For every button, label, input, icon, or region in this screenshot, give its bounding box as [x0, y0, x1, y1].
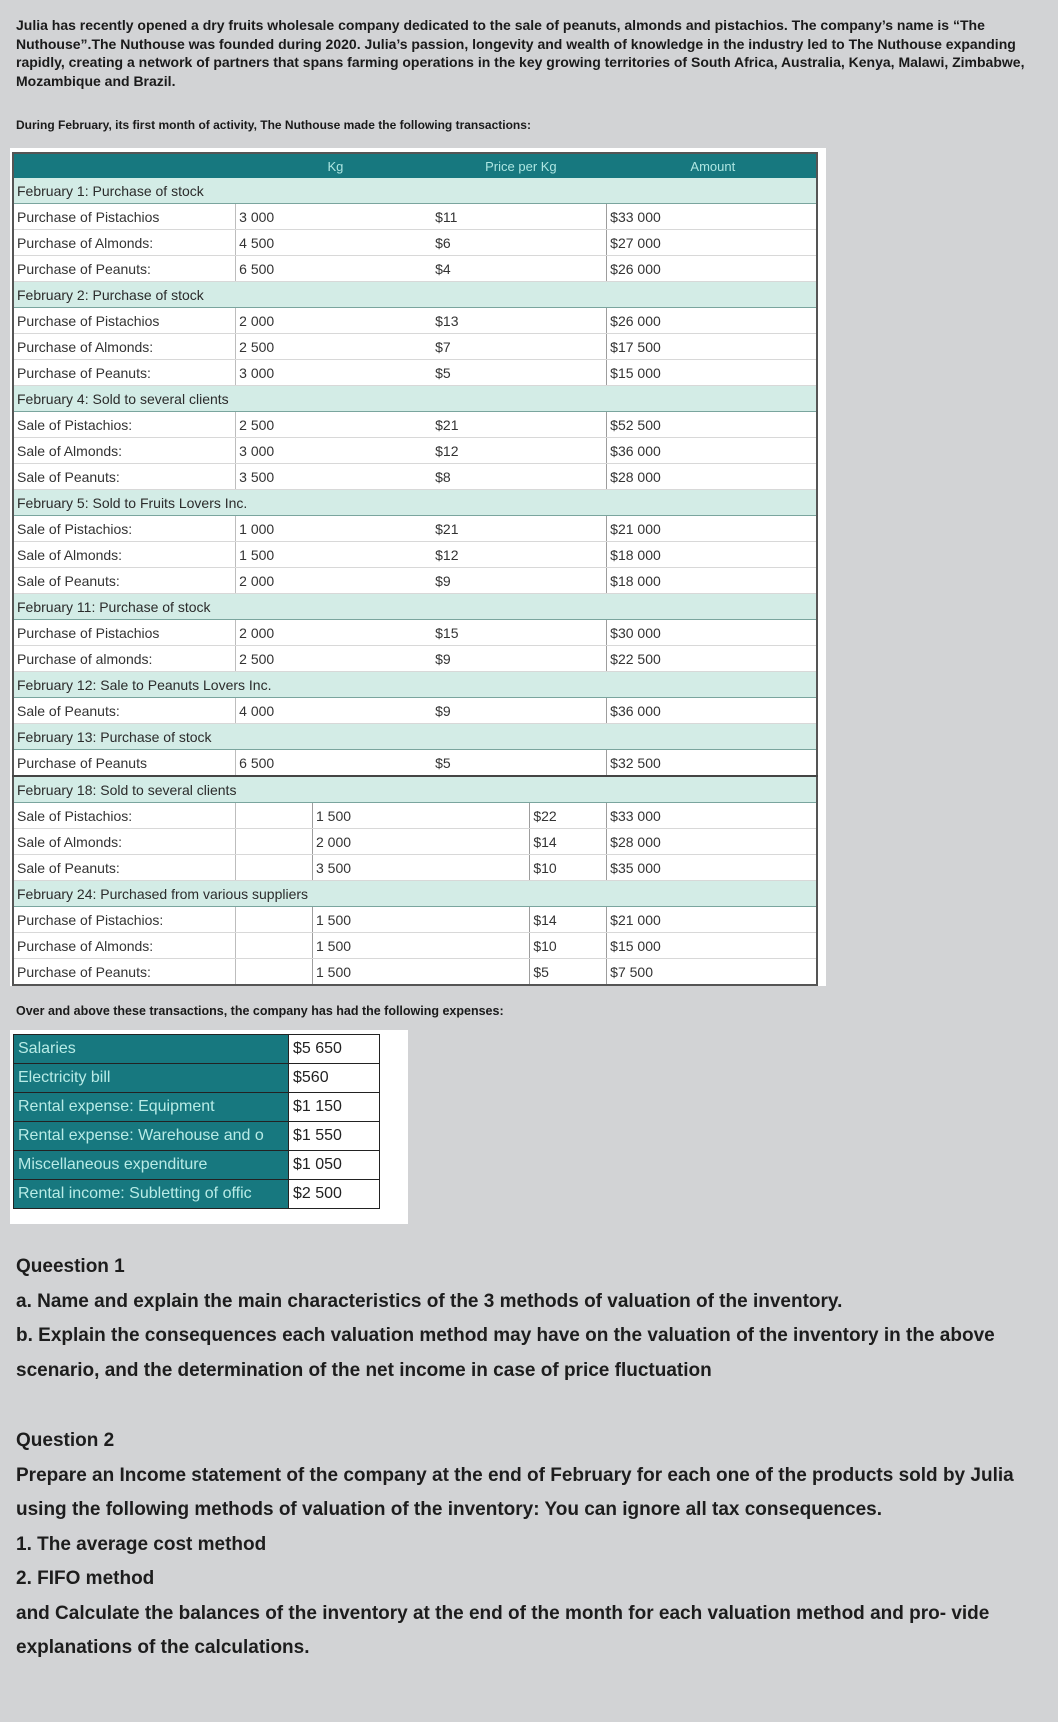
row-price: $9	[432, 646, 530, 672]
row-kg: 1 000	[236, 516, 313, 542]
section-row	[13, 490, 817, 516]
table-header-row	[13, 153, 817, 178]
table-row	[13, 803, 817, 829]
expense-value: $2 500	[289, 1180, 380, 1209]
row-price: $8	[432, 464, 530, 490]
section-row	[13, 672, 817, 698]
row-kg: 3 000	[236, 438, 313, 464]
row-label: Sale of Pistachios:	[13, 412, 236, 438]
row-amount: $28 000	[607, 464, 817, 490]
table-row	[13, 256, 817, 282]
table-row	[13, 360, 817, 386]
expenses-intro: Over and above these transactions, the company has had the following expenses:	[16, 1004, 504, 1018]
row-price: $9	[432, 698, 530, 724]
row-kg: 2 000	[236, 568, 313, 594]
expense-label: Rental income: Subletting of offic	[14, 1180, 289, 1209]
table-row	[13, 334, 817, 360]
row-price: $12	[432, 542, 530, 568]
question-2-method-1: 1. The average cost method	[16, 1533, 267, 1555]
row-kg: 4 500	[236, 230, 313, 256]
row-kg: 1 500	[313, 959, 433, 986]
section-row	[13, 776, 817, 803]
row-label: Purchase of Peanuts:	[13, 256, 236, 282]
section-title: February 11: Purchase of stock	[13, 594, 817, 620]
expense-label: Electricity bill	[14, 1064, 289, 1093]
header-price-per-kg: Price per Kg	[432, 153, 607, 178]
question-1-title: Queestion 1	[16, 1256, 125, 1277]
expenses-table-container	[10, 1030, 408, 1224]
table-row	[13, 829, 817, 855]
row-label: Purchase of Pistachios:	[13, 907, 236, 933]
row-price: $10	[530, 855, 607, 881]
row-label: Sale of Peanuts:	[13, 568, 236, 594]
row-kg: 2 000	[236, 308, 313, 334]
row-price: $21	[432, 516, 530, 542]
section-row	[13, 178, 817, 204]
table-row	[13, 308, 817, 334]
row-label: Purchase of almonds:	[13, 646, 236, 672]
section-title: February 18: Sold to several clients	[13, 776, 817, 803]
table-row	[13, 568, 817, 594]
row-kg: 2 500	[236, 412, 313, 438]
row-amount: $18 000	[607, 568, 817, 594]
row-kg: 6 500	[236, 256, 313, 282]
row-kg: 1 500	[313, 907, 433, 933]
section-title: February 13: Purchase of stock	[13, 724, 817, 750]
table-row	[13, 412, 817, 438]
transactions-intro: During February, its first month of activity, The Nuthouse made the following transactions:	[16, 118, 531, 132]
table-row	[13, 907, 817, 933]
row-kg: 2 000	[313, 829, 433, 855]
expense-row	[14, 1064, 380, 1093]
row-amount: $26 000	[607, 256, 817, 282]
row-label: Purchase of Pistachios	[13, 620, 236, 646]
row-amount: $33 000	[607, 204, 817, 230]
row-amount: $36 000	[607, 698, 817, 724]
table-row	[13, 230, 817, 256]
table-row	[13, 959, 817, 986]
question-2-method-2: 2. FIFO method	[16, 1568, 155, 1589]
row-amount: $7 500	[607, 959, 817, 986]
expense-label: Miscellaneous expenditure	[14, 1151, 289, 1180]
row-price: $9	[432, 568, 530, 594]
header-kg: Kg	[236, 153, 432, 178]
question-1a: a. Name and explain the main characteristics of the 3 methods of valuation of the inventory.	[16, 1290, 843, 1312]
questions-section	[16, 1250, 1046, 1666]
row-price: $6	[432, 230, 530, 256]
row-label: Sale of Almonds:	[13, 829, 236, 855]
row-amount: $17 500	[607, 334, 817, 360]
row-price: $4	[432, 256, 530, 282]
row-kg: 2 500	[236, 334, 313, 360]
row-kg: 1 500	[313, 933, 433, 959]
question-2-body: Prepare an Income statement of the company at the end of February for each one of the products sold by Julia using the following methods of valuation of the inventory: You can ignore all tax consequences.	[16, 1464, 1014, 1520]
section-title: February 2: Purchase of stock	[13, 282, 817, 308]
section-title: February 1: Purchase of stock	[13, 178, 817, 204]
question-1b: b. Explain the consequences each valuation method may have on the valuation of the inventory in the above scenario, and the determination of the net income in case of price fluctuation	[16, 1325, 995, 1381]
row-amount: $21 000	[607, 907, 817, 933]
row-price: $12	[432, 438, 530, 464]
section-row	[13, 881, 817, 907]
row-kg: 3 000	[236, 360, 313, 386]
row-kg: 3 500	[236, 464, 313, 490]
section-row	[13, 594, 817, 620]
table-row	[13, 933, 817, 959]
table-row	[13, 855, 817, 881]
row-amount: $22 500	[607, 646, 817, 672]
transactions-table-container	[10, 148, 826, 986]
expense-label: Salaries	[14, 1035, 289, 1064]
row-price: $7	[432, 334, 530, 360]
expense-label: Rental expense: Equipment	[14, 1093, 289, 1122]
section-title: February 4: Sold to several clients	[13, 386, 817, 412]
row-amount: $36 000	[607, 438, 817, 464]
section-title: February 24: Purchased from various suppliers	[13, 881, 817, 907]
row-label: Purchase of Almonds:	[13, 230, 236, 256]
row-price: $22	[530, 803, 607, 829]
row-label: Sale of Pistachios:	[13, 516, 236, 542]
row-kg: 4 000	[236, 698, 313, 724]
expense-value: $560	[289, 1064, 380, 1093]
section-title: February 5: Sold to Fruits Lovers Inc.	[13, 490, 817, 516]
row-price: $21	[432, 412, 530, 438]
row-amount: $18 000	[607, 542, 817, 568]
question-2-title: Question 2	[16, 1430, 115, 1451]
row-label: Sale of Peanuts:	[13, 855, 236, 881]
row-kg: 2 500	[236, 646, 313, 672]
expenses-table	[13, 1034, 380, 1209]
question-2-end: and Calculate the balances of the inventory at the end of the month for each valuation method and pro- vide explanations of the calculations.	[16, 1602, 990, 1658]
table-row	[13, 464, 817, 490]
table-row	[13, 204, 817, 230]
table-row	[13, 542, 817, 568]
row-price: $14	[530, 907, 607, 933]
section-row	[13, 282, 817, 308]
expense-row	[14, 1122, 380, 1151]
row-amount: $30 000	[607, 620, 817, 646]
row-label: Purchase of Almonds:	[13, 334, 236, 360]
row-price: $13	[432, 308, 530, 334]
expense-value: $1 550	[289, 1122, 380, 1151]
row-price: $5	[432, 750, 530, 777]
row-amount: $52 500	[607, 412, 817, 438]
row-label: Purchase of Almonds:	[13, 933, 236, 959]
row-price: $14	[530, 829, 607, 855]
transactions-table	[12, 152, 818, 986]
expense-row	[14, 1151, 380, 1180]
table-row	[13, 750, 817, 777]
row-kg: 1 500	[236, 542, 313, 568]
row-amount: $28 000	[607, 829, 817, 855]
row-label: Purchase of Peanuts:	[13, 360, 236, 386]
expense-row	[14, 1035, 380, 1064]
row-label: Purchase of Peanuts:	[13, 959, 236, 986]
row-label: Purchase of Peanuts	[13, 750, 236, 777]
row-amount: $15 000	[607, 933, 817, 959]
row-kg: 3 500	[313, 855, 433, 881]
row-kg: 1 500	[313, 803, 433, 829]
table-row	[13, 620, 817, 646]
row-price: $15	[432, 620, 530, 646]
row-label: Sale of Almonds:	[13, 542, 236, 568]
row-kg: 6 500	[236, 750, 313, 777]
expense-row	[14, 1093, 380, 1122]
expense-value: $5 650	[289, 1035, 380, 1064]
expense-label: Rental expense: Warehouse and o	[14, 1122, 289, 1151]
row-price: $5	[432, 360, 530, 386]
row-amount: $15 000	[607, 360, 817, 386]
row-amount: $32 500	[607, 750, 817, 777]
transactions-table-body	[13, 178, 817, 985]
row-label: Sale of Pistachios:	[13, 803, 236, 829]
row-kg: 2 000	[236, 620, 313, 646]
expense-row	[14, 1180, 380, 1209]
table-row	[13, 698, 817, 724]
table-row	[13, 438, 817, 464]
section-row	[13, 386, 817, 412]
table-row	[13, 646, 817, 672]
row-kg: 3 000	[236, 204, 313, 230]
row-price: $5	[530, 959, 607, 986]
expense-value: $1 050	[289, 1151, 380, 1180]
row-amount: $33 000	[607, 803, 817, 829]
row-price: $10	[530, 933, 607, 959]
row-amount: $27 000	[607, 230, 817, 256]
expense-value: $1 150	[289, 1093, 380, 1122]
row-amount: $26 000	[607, 308, 817, 334]
row-label: Purchase of Pistachios	[13, 308, 236, 334]
intro-paragraph: Julia has recently opened a dry fruits wholesale company dedicated to the sale of peanuts, almonds and pistachios. The company’s name is “The Nuthouse”.The Nuthouse was founded during 2020. Julia’s passion, longevity and wealth of knowledge in the industry led to The Nuthouse expanding rapidly, creating a network of partners that spans farming operations in the key growing territories of South Africa, Australia, Kenya, Malawi, Zimbabwe, Mozambique and Brazil.	[16, 17, 1025, 89]
section-row	[13, 724, 817, 750]
row-label: Sale of Almonds:	[13, 438, 236, 464]
section-title: February 12: Sale to Peanuts Lovers Inc.	[13, 672, 817, 698]
row-amount: $35 000	[607, 855, 817, 881]
header-amount: Amount	[607, 153, 817, 178]
row-amount: $21 000	[607, 516, 817, 542]
row-label: Purchase of Pistachios	[13, 204, 236, 230]
table-row	[13, 516, 817, 542]
row-label: Sale of Peanuts:	[13, 698, 236, 724]
row-price: $11	[432, 204, 530, 230]
row-label: Sale of Peanuts:	[13, 464, 236, 490]
